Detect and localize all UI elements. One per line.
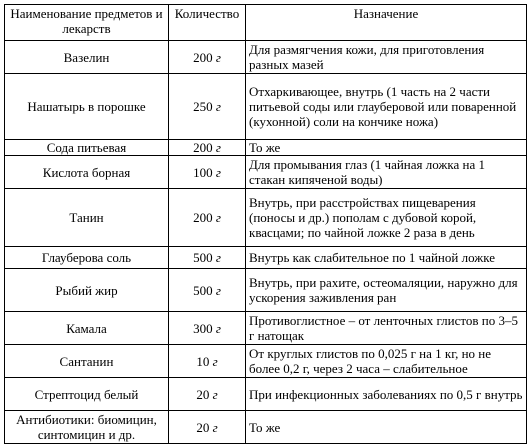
purpose-cell: Для размягчения кожи, для приготовления разных мазей <box>246 41 527 74</box>
purpose-cell: Отхаркивающее, внутрь (1 часть на 2 части питьевой соды или глауберовой или поваренной (кухонной) соли на кончике ножа) <box>246 74 527 140</box>
table-row <box>5 156 527 189</box>
quantity-cell <box>169 247 246 269</box>
medicine-name-cell: Сантанин <box>5 345 169 378</box>
medicine-name-cell: Антибиотики: биомицин, синтомицин и др. <box>5 411 169 444</box>
quantity-cell <box>169 378 246 411</box>
quantity-cell <box>169 312 246 345</box>
quantity-value: 300 <box>193 320 213 336</box>
quantity-value: 500 <box>193 282 213 298</box>
purpose-cell: Внутрь, при рахите, остеомаляции, наружно для ускорения заживления ран <box>246 269 527 312</box>
table-row <box>5 378 527 411</box>
medicine-name-cell: Кислота борная <box>5 156 169 189</box>
medicine-table <box>4 4 527 444</box>
medicine-name-cell: Стрептоцид белый <box>5 378 169 411</box>
table-row <box>5 74 527 140</box>
quantity-cell <box>169 156 246 189</box>
table-row <box>5 140 527 156</box>
header-name: Наименование предметов и лекарств <box>5 5 169 41</box>
medicine-name-cell: Сода питьевая <box>5 140 169 156</box>
quantity-cell <box>169 74 246 140</box>
quantity-unit: г <box>215 49 221 65</box>
quantity-cell <box>169 269 246 312</box>
medicine-name-cell: Камала <box>5 312 169 345</box>
quantity-value: 200 <box>193 210 213 225</box>
table-row <box>5 312 527 345</box>
quantity-unit: г <box>215 320 221 336</box>
quantity-value: 100 <box>193 164 213 180</box>
purpose-cell: Для промывания глаз (1 чайная ложка на 1 стакан кипяченой воды) <box>246 156 527 189</box>
quantity-unit: г <box>215 210 221 225</box>
purpose-cell: От круглых глистов по 0,025 г на 1 кг, но не более 0,2 г, через 2 часа – слабительное <box>246 345 527 378</box>
quantity-unit: г <box>215 282 221 298</box>
quantity-cell <box>169 189 246 247</box>
table-body <box>5 41 527 444</box>
quantity-unit: г <box>215 140 221 155</box>
header-purpose: Назначение <box>246 5 527 41</box>
quantity-cell <box>169 345 246 378</box>
medicine-name-cell: Танин <box>5 189 169 247</box>
quantity-value: 10 <box>196 353 210 369</box>
table-row <box>5 41 527 74</box>
quantity-unit: г <box>212 386 218 402</box>
quantity-cell <box>169 41 246 74</box>
purpose-cell: При инфекционных заболеваниях по 0,5 г внутрь <box>246 378 527 411</box>
medicine-table-container <box>4 4 527 444</box>
quantity-value: 20 <box>196 419 210 435</box>
purpose-cell: То же <box>246 411 527 444</box>
quantity-value: 200 <box>193 140 213 155</box>
header-quantity: Количество <box>169 5 246 41</box>
purpose-cell: Внутрь как слабительное по 1 чайной ложке <box>246 247 527 269</box>
quantity-value: 500 <box>193 250 213 265</box>
quantity-unit: г <box>212 419 218 435</box>
purpose-cell: Противоглистное – от ленточных глистов по 3–5 г натощак <box>246 312 527 345</box>
table-header-row <box>5 5 527 41</box>
table-row <box>5 189 527 247</box>
quantity-unit: г <box>215 99 221 114</box>
medicine-name-cell: Вазелин <box>5 41 169 74</box>
quantity-cell <box>169 140 246 156</box>
quantity-unit: г <box>212 353 218 369</box>
quantity-unit: г <box>215 250 221 265</box>
purpose-cell: Внутрь, при расстройствах пищеварения (поносы и др.) пополам с дубовой корой, квасцами; по чайной ложке 2 раза в день <box>246 189 527 247</box>
table-row <box>5 269 527 312</box>
table-row <box>5 247 527 269</box>
table-row <box>5 411 527 444</box>
quantity-value: 200 <box>193 49 213 65</box>
quantity-cell <box>169 411 246 444</box>
medicine-name-cell: Глауберова соль <box>5 247 169 269</box>
medicine-name-cell: Рыбий жир <box>5 269 169 312</box>
purpose-cell: То же <box>246 140 527 156</box>
medicine-name-cell: Нашатырь в порошке <box>5 74 169 140</box>
quantity-value: 250 <box>193 99 213 114</box>
quantity-unit: г <box>215 164 221 180</box>
table-row <box>5 345 527 378</box>
quantity-value: 20 <box>196 386 210 402</box>
